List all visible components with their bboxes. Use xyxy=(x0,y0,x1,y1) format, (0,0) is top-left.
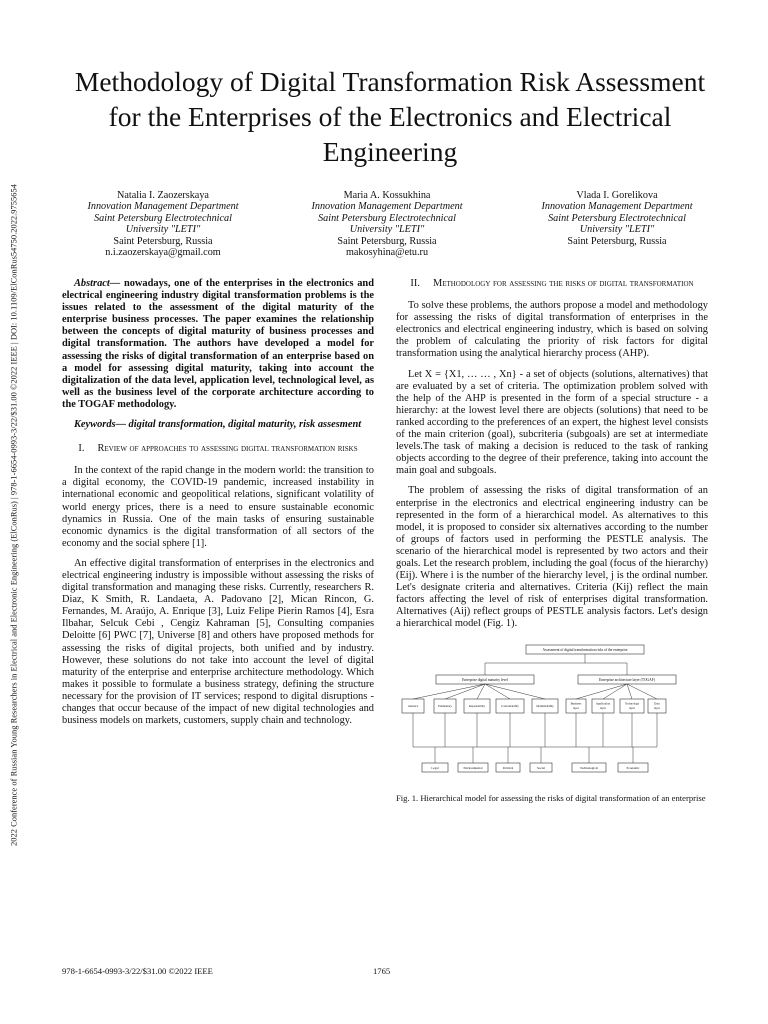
connector-line xyxy=(477,684,485,699)
paragraph: In the context of the rapid change in the modern world: the transition to a digital economy, the COVID-19 pandemic, increased instability in international economic and geopolitical relations, significant volatility of world energy prices, there is a need to ensure sustainable economic dynamics in Russia. One of the main tasks of ensuring sustainable economic dynamics is the digital transformation of all sectors of the economy and the social sphere [1]. xyxy=(62,465,374,549)
actor-label: Enterprise digital maturity level xyxy=(462,677,508,682)
author-uni-2: University "LETI" xyxy=(579,224,655,236)
author-city: Saint Petersburg, Russia xyxy=(337,235,437,247)
keywords: Keywords— digital transformation, digital maturity, risk assesment xyxy=(74,419,362,431)
abstract-text: nowadays, one of the enterprises in the electronics and electrical engineering industry digital transformation problems is the issues related to the assessment of the digital maturity of the enterprise business processes. The paper examines the relationship between the concepts of digital maturity of business processes and digital transformation. The authors have developed a model for assessing the risks of digital transformation of an enterprise based on a model for assessing digital maturity, taking into account the digitalization of the data level, application level, technological level, as well as the business level of the corporate architecture according to the TOGAF methodology. xyxy=(62,278,374,410)
paragraph: The problem of assessing the risks of digital transformation of an enterprise in the electronics and electrical engineering industry can be represented in the form of a hierarchical model. As alternatives to this model, it is proposed to consider six alternatives according to the number of groups of factors used in performing the PESTLE analysis. The scenario of the hierarchical model is represented by two actors and their goals. Let the research problem, including the goal (focus of the hierarchy) (Eij). Where i is the number of the hierarchy level, j is the ordinal number. Let's designate criteria and alternatives. Criteria (Kij) reflect the main factors affecting the level of risk of enterprises digital transformation. Alternatives (Aij) reflect groups of PESTLE analysis factors. Let's design a hierarchical model (Fig. 1). xyxy=(396,485,708,630)
alternative-label: Social xyxy=(537,765,545,770)
criterion-label: layer xyxy=(573,705,579,710)
author-name: Maria A. Kossukhina xyxy=(343,190,431,201)
criterion-label: layer xyxy=(654,705,660,710)
author-email[interactable]: makosyhina@etu.ru xyxy=(345,247,429,259)
section-1-heading xyxy=(62,443,374,455)
criterion-label: Repeatability xyxy=(469,703,485,708)
alternative-label: Legal xyxy=(431,765,439,770)
paragraph: To solve these problems, the authors propose a model and methodology for assessing the risks of digital transformation of enterprises in the electronics and electrical engineering industry, which is based on solving the problem of calculating the priority of risk factors for digital transformation using the analytical hierarchy process (AHP). xyxy=(396,300,708,360)
criterion-label: Business xyxy=(570,701,582,706)
goal-label: Assessment of digital transformation risks of the enterprise xyxy=(542,647,628,652)
author-city: Saint Petersburg, Russia xyxy=(113,235,213,247)
criterion-label: Application xyxy=(595,701,611,706)
author-uni-2: University "LETI" xyxy=(125,224,201,236)
criterion-label: Technology xyxy=(624,701,640,706)
alternative-label: Economic xyxy=(626,765,640,770)
connector-line xyxy=(445,684,485,699)
author-uni-2: University "LETI" xyxy=(349,224,425,236)
alternative-label: Environmental xyxy=(463,765,483,770)
page-number: 1765 xyxy=(373,966,391,976)
criterion-label: Elementary xyxy=(438,703,452,708)
author-email[interactable]: n.i.zaozerskaya@gmail.com xyxy=(105,247,221,259)
author-dept: Innovation Management Department xyxy=(87,201,239,213)
paragraph: An effective digital transformation of enterprises in the electronics and electrical engineering industry is impossible without assessing the risks of digital transformation and managing these risks. Currently, researchers R. Diaz, K Smith, R. Landaeta, A. Padovano [2], Mican Rincon, G. Fernandes, M. Araújo, A. Enrique [3], Luiz Felipe Pierin Ramos [4], Esra Ilbahar, Selcuk Cebi , Cengiz Kahraman [5], Consulting companies Deloitte [6] PWC [7], Universe [8] and others have proposed methods for assessing the risks of digital projects, both unified and by industry. However, these solutions do not take into account the level of digital maturity of the enterprise and enterprise architecture methodology. Which makes it possible to formulate a business strategy, defining the structure necessary for the provision of IT services; respond to digital disruptions - changes that occur because of the impact of new digital technologies and business models on markets, customers, supply chain and technology. xyxy=(62,557,374,727)
author-uni: Saint Petersburg Electrotechnical xyxy=(94,212,232,224)
author-city: Saint Petersburg, Russia xyxy=(567,235,667,247)
side-doi-text: 2022 Conference of Russian Young Researchers in Electrical and Electronic Engineering (ElConRus) | 978-1-6654-0993-3/22/$31.00 ©2022 IEEE | DOI: 10.1109/ElConRus54750.2022.9755654 xyxy=(9,184,19,846)
side-doi-strip xyxy=(7,130,21,900)
section-2-heading xyxy=(396,278,708,290)
author-2 xyxy=(274,190,500,258)
section-2-number: II. xyxy=(410,278,420,289)
paragraph: Let X = {X1, … … , Xn} - a set of objects (solutions, alternatives) that are evaluated by a set of criteria. The optimization problem solved with the help of the AHP is presented in the form of a special structure - a hierarchy: at the lowest level there are objects (solutions) that need to be ranked according to the preferences of an expert, the highest level consists of the main criterion (goal), subcriteria (subgoals) are set at intermediate levels.The task of making a decision is reduced to the task of ranking objects according to the degree of their preference, taking into account the main goal and subgoals. xyxy=(396,368,708,477)
criterion-label: Controllability xyxy=(501,703,519,708)
paper-title: Methodology of Digital Transformation Risk Assessment for the Enterprises of the Electronics and Electrical Engineering xyxy=(74,66,706,167)
alternative-label: Political xyxy=(502,765,514,770)
author-3 xyxy=(504,190,730,247)
connector-line xyxy=(485,684,545,699)
section-2-title: Methodology for assessing the risks of digital transformation xyxy=(432,278,694,289)
connector-line xyxy=(485,684,510,699)
criterion-label: layer xyxy=(600,705,606,710)
criterion-label: Absence xyxy=(407,703,419,708)
actor-label: Enterprise architecture layer (TOGAF) xyxy=(599,677,655,682)
figure-1 xyxy=(396,643,708,793)
criterion-label: Optimizability xyxy=(536,703,554,708)
hierarchy-diagram xyxy=(396,643,708,793)
author-dept: Innovation Management Department xyxy=(541,201,693,213)
abstract-lead: Abstract— xyxy=(74,278,121,289)
author-block xyxy=(50,190,730,270)
section-1-title: Review of approaches to assessing digital transformation risks xyxy=(97,443,358,455)
author-uni: Saint Petersburg Electrotechnical xyxy=(318,212,456,224)
alternative-label: Technological xyxy=(579,765,599,770)
criterion-label: Data xyxy=(654,701,660,706)
right-column xyxy=(396,278,708,811)
criterion-label: layer xyxy=(629,705,635,710)
figure-caption: Fig. 1. Hierarchical model for assessing the risks of digital transformation of an enterprise xyxy=(396,792,706,803)
author-dept: Innovation Management Department xyxy=(311,201,463,213)
connector-line xyxy=(576,684,627,699)
connector-line xyxy=(413,684,485,699)
author-name: Vlada I. Gorelikova xyxy=(576,190,658,201)
section-1-number: I. xyxy=(78,443,85,455)
abstract xyxy=(62,278,374,411)
author-name: Natalia I. Zaozerskaya xyxy=(117,190,209,201)
connector-line xyxy=(603,684,627,699)
left-column xyxy=(62,278,374,735)
author-1 xyxy=(50,190,276,258)
footer-copyright: 978-1-6654-0993-3/22/$31.00 ©2022 IEEE xyxy=(62,966,213,976)
author-uni: Saint Petersburg Electrotechnical xyxy=(548,212,686,224)
